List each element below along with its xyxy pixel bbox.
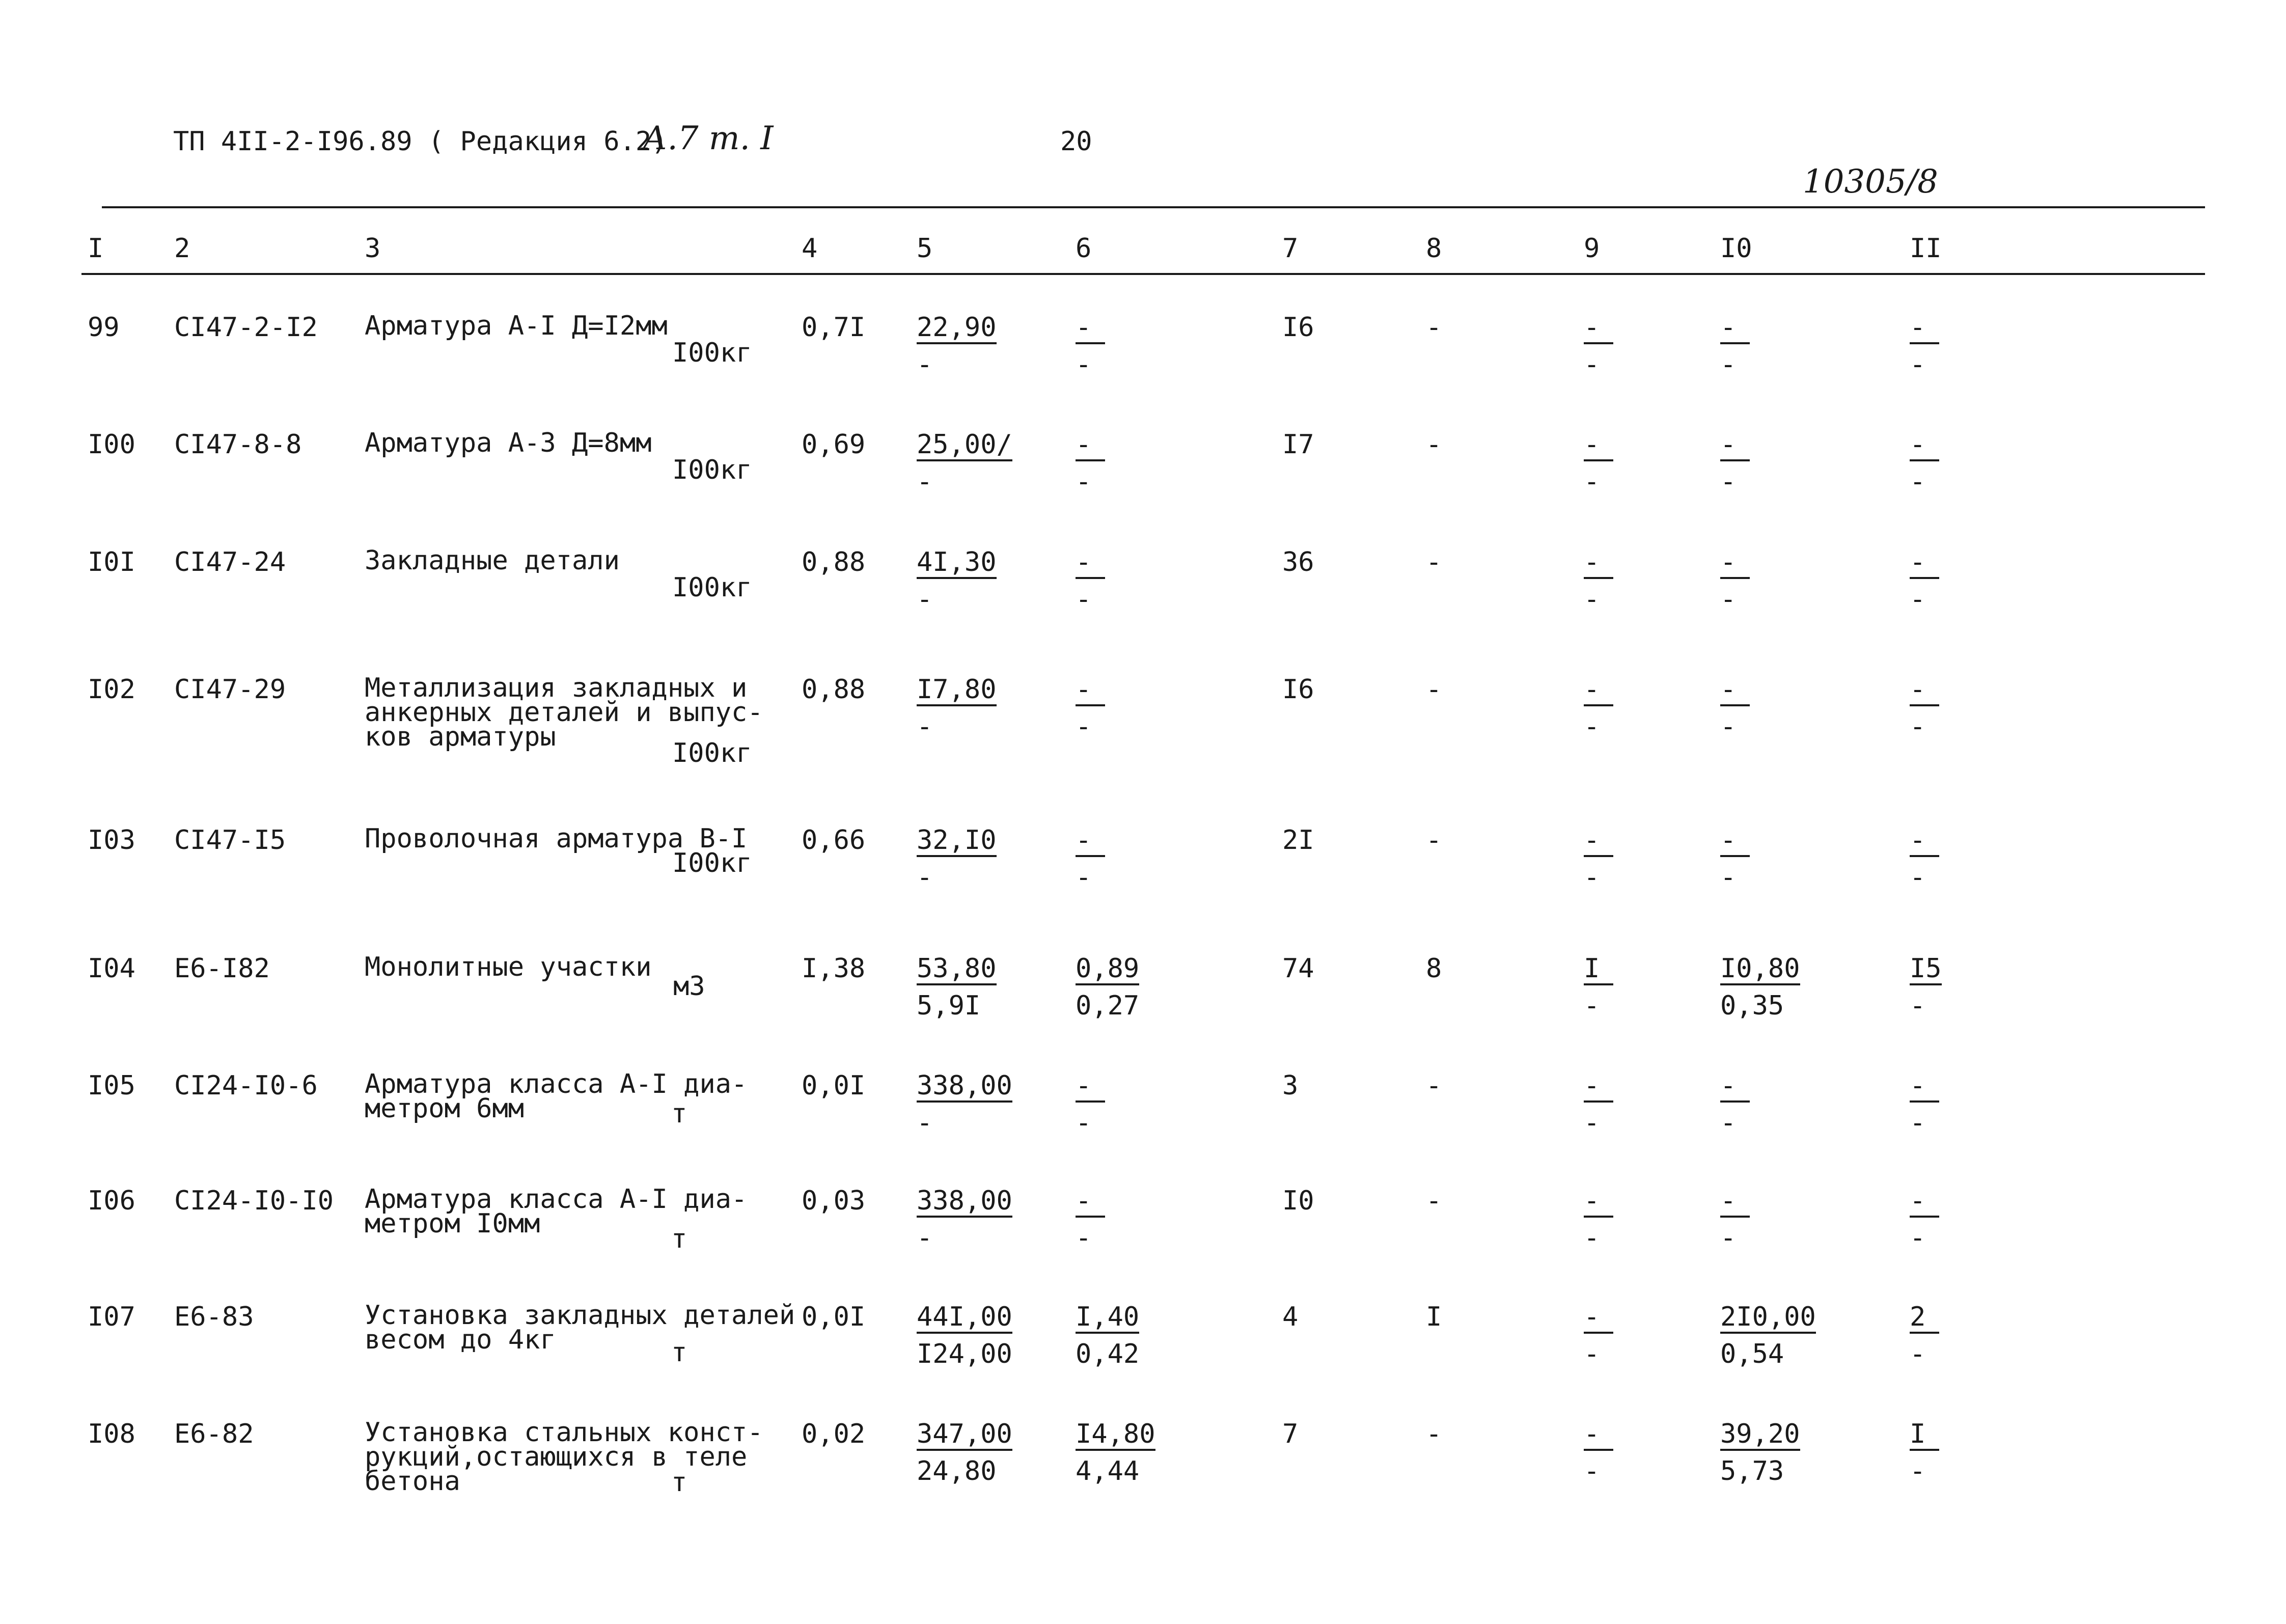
col5-value-upper: 338,00 <box>917 1188 1012 1218</box>
col9-value-lower: - <box>1584 711 1600 742</box>
col10-value <box>1720 1304 1816 1367</box>
col5-value-lower: - <box>917 862 933 893</box>
col11-value-lower: - <box>1910 349 1926 380</box>
col11-value-upper: - <box>1910 827 1939 857</box>
col10-value <box>1720 827 1750 891</box>
work-description <box>365 1300 795 1355</box>
col6-value-upper: - <box>1076 431 1105 461</box>
col10-value-upper: - <box>1720 549 1750 579</box>
col10-value-lower: - <box>1720 1223 1737 1253</box>
col11-value-lower: - <box>1910 1223 1926 1253</box>
row-number: I04 <box>88 953 135 984</box>
col10-value <box>1720 676 1750 740</box>
col5-value <box>917 1072 1012 1136</box>
column-header-2: 2 <box>174 233 190 264</box>
col7-value: I7 <box>1282 429 1314 460</box>
quantity: 0,7I <box>802 312 866 343</box>
col10-value-upper: 39,20 <box>1720 1421 1800 1451</box>
col11-value <box>1910 955 1942 1019</box>
rate-code: CI47-29 <box>174 674 286 705</box>
quantity: 0,02 <box>802 1419 866 1449</box>
col9-value <box>1584 1188 1613 1251</box>
description-line: Проволочная арматура В-I <box>365 823 748 854</box>
col10-value-lower: - <box>1720 584 1737 615</box>
quantity: I,38 <box>802 953 866 984</box>
col7-value: 7 <box>1282 1419 1299 1449</box>
col6-value-upper: - <box>1076 1072 1105 1103</box>
rate-code: CI47-I5 <box>174 825 286 856</box>
column-header-10: I0 <box>1720 233 1752 264</box>
col11-value <box>1910 314 1939 378</box>
col10-value-upper: - <box>1720 1188 1750 1218</box>
col11-value-upper: - <box>1910 431 1939 461</box>
col9-value-lower: - <box>1584 1339 1600 1369</box>
col11-value-lower: - <box>1910 1108 1926 1138</box>
col9-value-upper: - <box>1584 676 1613 706</box>
col10-value <box>1720 431 1750 495</box>
col11-value-lower: - <box>1910 711 1926 742</box>
col11-value-lower: - <box>1910 584 1926 615</box>
col9-value <box>1584 1072 1613 1136</box>
col10-value-lower: - <box>1720 711 1737 742</box>
col9-value <box>1584 314 1613 378</box>
col5-value-lower: 24,80 <box>917 1456 997 1487</box>
unit-of-measure: I00кг <box>672 455 752 485</box>
col5-value-upper: 25,00/ <box>917 431 1012 461</box>
unit-of-measure: м3 <box>673 971 705 1002</box>
col5-value-lower: - <box>917 466 933 497</box>
col8-value: 8 <box>1426 953 1442 984</box>
row-number: I03 <box>88 825 135 856</box>
col5-value <box>917 827 997 891</box>
col9-value <box>1584 827 1613 891</box>
col6-value <box>1076 1419 1155 1487</box>
work-description <box>365 952 652 982</box>
column-header-1: I <box>88 233 104 264</box>
col11-value-upper: - <box>1910 314 1939 344</box>
description-line: метром 6мм <box>365 1093 525 1124</box>
header-top-rule <box>102 206 2205 208</box>
description-line: анкерных деталей и выпус- <box>365 697 763 728</box>
rate-code: E6-83 <box>174 1302 254 1332</box>
col11-value-upper: - <box>1910 1072 1939 1103</box>
col10-value <box>1720 549 1750 613</box>
col5-value-lower: - <box>917 711 933 742</box>
col6-value <box>1076 827 1105 891</box>
col9-value-upper: - <box>1584 314 1613 344</box>
col10-value-upper: 2I0,00 <box>1720 1304 1816 1334</box>
col8-value: - <box>1426 1186 1442 1216</box>
description-line: Арматура класса А-I диа- <box>365 1069 748 1099</box>
col11-value-upper: 2 <box>1910 1304 1939 1334</box>
col9-value <box>1584 1419 1613 1487</box>
col8-value: - <box>1426 312 1442 343</box>
col5-value-upper: 53,80 <box>917 955 997 985</box>
col10-value <box>1720 1419 1800 1487</box>
col11-value <box>1910 676 1939 740</box>
doc-code: ТП 4II-2-I96.89 ( Редакция 6.2) <box>173 126 668 157</box>
col7-value: 3 <box>1282 1070 1299 1101</box>
column-header-11: II <box>1910 233 1942 264</box>
col6-value <box>1076 1188 1105 1251</box>
page-number: 20 <box>1060 126 1092 157</box>
col11-value-lower: - <box>1910 862 1926 893</box>
col7-value: 2I <box>1282 825 1314 856</box>
col11-value-lower: - <box>1910 466 1926 497</box>
col6-value-upper: I,40 <box>1076 1304 1139 1334</box>
row-number: I05 <box>88 1070 135 1101</box>
col11-value <box>1910 1304 1939 1367</box>
col5-value-lower: - <box>917 349 933 380</box>
row-number: I0I <box>88 547 135 577</box>
rate-code: CI47-2-I2 <box>174 312 318 343</box>
unit-of-measure: т <box>671 1098 687 1129</box>
col6-value-lower: 4,44 <box>1076 1456 1140 1487</box>
col11-value-upper: I <box>1910 1421 1939 1451</box>
col6-value-lower: - <box>1076 349 1092 380</box>
album-note: А.7 т. I <box>643 120 774 157</box>
description-line: бетона <box>365 1466 460 1497</box>
col6-value-lower: - <box>1076 466 1092 497</box>
work-description <box>365 1184 748 1239</box>
row-number: I00 <box>88 429 135 460</box>
col10-value-lower: 0,35 <box>1720 990 1784 1021</box>
rate-code: CI47-24 <box>174 547 286 577</box>
col10-value <box>1720 314 1750 378</box>
description-line: ков арматуры <box>365 721 556 752</box>
col9-value <box>1584 431 1613 495</box>
description-line: Закладные детали <box>365 545 620 576</box>
col11-value-upper: - <box>1910 549 1939 579</box>
col11-value-upper: - <box>1910 676 1939 706</box>
column-header-6: 6 <box>1076 233 1092 264</box>
work-description <box>365 311 668 341</box>
col5-value-upper: 338,00 <box>917 1072 1012 1103</box>
rate-code: CI24-I0-6 <box>174 1070 318 1101</box>
col6-value <box>1076 314 1105 378</box>
col6-value-upper: - <box>1076 827 1105 857</box>
col6-value-lower: - <box>1076 862 1092 893</box>
col10-value-lower: 0,54 <box>1720 1339 1784 1369</box>
col9-value-upper: - <box>1584 827 1613 857</box>
col7-value: 4 <box>1282 1302 1299 1332</box>
col8-value: - <box>1426 547 1442 577</box>
col5-value <box>917 1304 1012 1367</box>
col11-value-upper: I5 <box>1910 955 1942 985</box>
col5-value <box>917 1419 1012 1487</box>
col6-value-lower: - <box>1076 584 1092 615</box>
description-line: Металлизация закладных и <box>365 673 748 703</box>
col9-value-lower: - <box>1584 862 1600 893</box>
column-header-5: 5 <box>917 233 933 264</box>
col6-value-upper: - <box>1076 549 1105 579</box>
column-header-4: 4 <box>802 233 818 264</box>
col8-value: I <box>1426 1302 1442 1332</box>
col8-value: - <box>1426 825 1442 856</box>
description-line: Арматура класса А-I диа- <box>365 1184 748 1215</box>
col9-value-upper: - <box>1584 1304 1613 1334</box>
description-line: метром I0мм <box>365 1208 540 1239</box>
col6-value-upper: I4,80 <box>1076 1421 1155 1451</box>
col5-value <box>917 431 1012 495</box>
col6-value-upper: 0,89 <box>1076 955 1139 985</box>
col11-value <box>1910 1188 1939 1251</box>
rate-code: CI47-8-8 <box>174 429 302 460</box>
col11-value-lower: - <box>1910 1339 1926 1369</box>
col11-value-upper: - <box>1910 1188 1939 1218</box>
col5-value-lower: 5,9I <box>917 990 981 1021</box>
row-number: 99 <box>88 312 120 343</box>
col10-value <box>1720 955 1800 1019</box>
col8-value: - <box>1426 429 1442 460</box>
description-line: весом до 4кг <box>365 1324 556 1355</box>
col5-value-upper: 22,90 <box>917 314 997 344</box>
rate-code: E6-I82 <box>174 953 270 984</box>
quantity: 0,03 <box>802 1186 866 1216</box>
col6-value-upper: - <box>1076 676 1105 706</box>
col9-value-upper: - <box>1584 1188 1613 1218</box>
col8-value: - <box>1426 1419 1442 1449</box>
col9-value-upper: - <box>1584 1072 1613 1103</box>
col5-value-upper: 4I,30 <box>917 549 997 579</box>
column-header-8: 8 <box>1426 233 1442 264</box>
work-description <box>365 1069 748 1124</box>
description-line: Установка стальных конст- <box>365 1417 763 1448</box>
col9-value <box>1584 1304 1613 1367</box>
col6-value <box>1076 431 1105 495</box>
col6-value-lower: - <box>1076 1108 1092 1138</box>
col9-value-lower: - <box>1584 1108 1600 1138</box>
col6-value <box>1076 549 1105 613</box>
quantity: 0,0I <box>802 1302 866 1332</box>
col8-value: - <box>1426 674 1442 705</box>
col6-value-lower: - <box>1076 1223 1092 1253</box>
col6-value <box>1076 955 1139 1019</box>
unit-of-measure: I00кг <box>672 738 752 768</box>
quantity: 0,88 <box>802 674 866 705</box>
col10-value-upper: - <box>1720 1072 1750 1103</box>
col5-value-upper: 32,I0 <box>917 827 997 857</box>
col7-value: I6 <box>1282 674 1314 705</box>
description-line: Арматура А-3 Д=8мм <box>365 428 652 458</box>
col5-value-upper: I7,80 <box>917 676 997 706</box>
col5-value-lower: I24,00 <box>917 1339 1012 1369</box>
column-header-7: 7 <box>1282 233 1299 264</box>
col10-value <box>1720 1188 1750 1251</box>
col7-value: I6 <box>1282 312 1314 343</box>
col9-value-lower: - <box>1584 584 1600 615</box>
col5-value <box>917 676 997 740</box>
col5-value-lower: - <box>917 1108 933 1138</box>
col10-value-lower: - <box>1720 349 1737 380</box>
row-number: I08 <box>88 1419 135 1449</box>
col10-value-lower: - <box>1720 466 1737 497</box>
col10-value-lower: - <box>1720 1108 1737 1138</box>
col5-value <box>917 1188 1012 1251</box>
col6-value-upper: - <box>1076 1188 1105 1218</box>
col9-value-lower: - <box>1584 349 1600 380</box>
col10-value-lower: - <box>1720 862 1737 893</box>
col9-value-lower: - <box>1584 1223 1600 1253</box>
rate-code: CI24-I0-I0 <box>174 1186 334 1216</box>
col11-value-lower: - <box>1910 1456 1926 1487</box>
col9-value-upper: - <box>1584 549 1613 579</box>
work-description <box>365 1417 763 1498</box>
col9-value <box>1584 549 1613 613</box>
col8-value: - <box>1426 1070 1442 1101</box>
description-line: рукций,остающихся в теле <box>365 1441 748 1472</box>
unit-of-measure: I00кг <box>672 572 752 603</box>
col11-value <box>1910 549 1939 613</box>
col5-value-lower: - <box>917 1223 933 1253</box>
description-line: Установка закладных деталей <box>365 1300 795 1331</box>
col9-value <box>1584 955 1613 1019</box>
col11-value <box>1910 1072 1939 1136</box>
col5-value-upper: 44I,00 <box>917 1304 1012 1334</box>
column-header-9: 9 <box>1584 233 1600 264</box>
unit-of-measure: т <box>671 1224 687 1254</box>
unit-of-measure: I00кг <box>672 338 752 368</box>
col9-value-upper: - <box>1584 1421 1613 1451</box>
col5-value <box>917 955 997 1019</box>
quantity: 0,69 <box>802 429 866 460</box>
col6-value <box>1076 676 1105 740</box>
col5-value <box>917 549 997 613</box>
row-number: I02 <box>88 674 135 705</box>
column-header-3: 3 <box>365 233 381 264</box>
col10-value-upper: - <box>1720 314 1750 344</box>
col7-value: I0 <box>1282 1186 1314 1216</box>
col9-value <box>1584 676 1613 740</box>
row-number: I07 <box>88 1302 135 1332</box>
col6-value-lower: 0,27 <box>1076 990 1140 1021</box>
col9-value-lower: - <box>1584 466 1600 497</box>
col6-value <box>1076 1072 1105 1136</box>
col10-value-lower: 5,73 <box>1720 1456 1784 1487</box>
col9-value-lower: - <box>1584 990 1600 1021</box>
col9-value-upper: I <box>1584 955 1613 985</box>
col10-value <box>1720 1072 1750 1136</box>
work-description <box>365 428 652 458</box>
col7-value: 36 <box>1282 547 1314 577</box>
col6-value-lower: - <box>1076 711 1092 742</box>
col11-value <box>1910 431 1939 495</box>
col11-value <box>1910 827 1939 891</box>
unit-of-measure: I00кг <box>672 848 752 878</box>
col10-value-upper: - <box>1720 676 1750 706</box>
col9-value-upper: - <box>1584 431 1613 461</box>
work-description <box>365 545 620 576</box>
col10-value-upper: - <box>1720 827 1750 857</box>
header-bottom-rule <box>81 273 2205 275</box>
col5-value-upper: 347,00 <box>917 1421 1012 1451</box>
description-line: Арматура А-I Д=I2мм <box>365 311 668 341</box>
unit-of-measure: т <box>671 1337 687 1368</box>
col6-value <box>1076 1304 1139 1367</box>
unit-of-measure: т <box>671 1467 687 1498</box>
col6-value-upper: - <box>1076 314 1105 344</box>
col9-value-lower: - <box>1584 1456 1600 1487</box>
quantity: 0,0I <box>802 1070 866 1101</box>
row-number: I06 <box>88 1186 135 1216</box>
col10-value-upper: I0,80 <box>1720 955 1800 985</box>
rate-code: E6-82 <box>174 1419 254 1449</box>
quantity: 0,66 <box>802 825 866 856</box>
col7-value: 74 <box>1282 953 1314 984</box>
description-line: Монолитные участки <box>365 952 652 982</box>
col5-value-lower: - <box>917 584 933 615</box>
col11-value-lower: - <box>1910 990 1926 1021</box>
col10-value-upper: - <box>1720 431 1750 461</box>
col6-value-lower: 0,42 <box>1076 1339 1140 1369</box>
col11-value <box>1910 1419 1939 1487</box>
quantity: 0,88 <box>802 547 866 577</box>
col5-value <box>917 314 997 378</box>
archive-number: 10305/8 <box>1803 163 1938 201</box>
